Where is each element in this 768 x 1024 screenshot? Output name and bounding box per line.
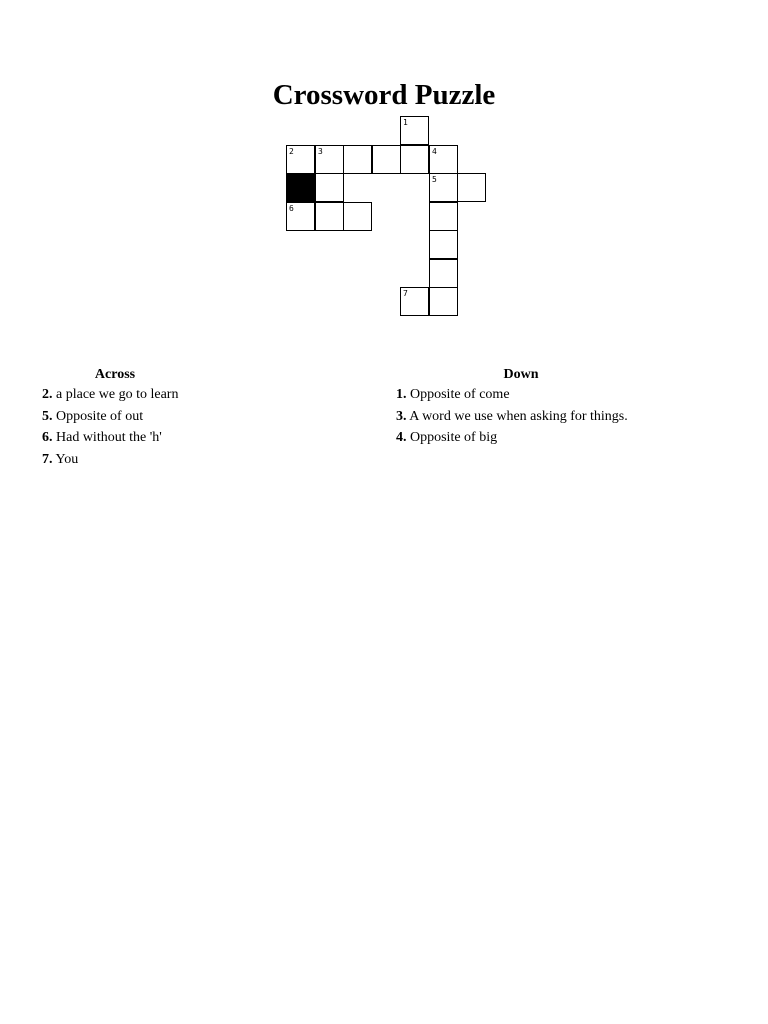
clue-number: 2.: [42, 387, 53, 402]
crossword-cell[interactable]: [457, 173, 486, 202]
page-title: Crossword Puzzle: [272, 79, 496, 112]
crossword-cell[interactable]: [429, 287, 458, 316]
clue-number: 4: [432, 147, 437, 156]
crossword-cell[interactable]: [400, 145, 429, 174]
clue-number: 6: [289, 204, 294, 213]
clue-number: 5.: [42, 408, 53, 424]
down-clues: [396, 366, 736, 449]
clue-text: Had without the 'h': [56, 430, 162, 445]
crossword-cell[interactable]: [372, 145, 401, 174]
clue-number: 7: [403, 289, 408, 298]
down-heading: Down: [503, 367, 539, 382]
across-clue: [42, 449, 342, 471]
crossword-cell[interactable]: [343, 202, 372, 231]
down-clue: [396, 384, 736, 406]
crossword-cell[interactable]: [429, 230, 458, 259]
crossword-cell[interactable]: [429, 259, 458, 288]
crossword-cell[interactable]: [343, 145, 372, 174]
crossword-cell[interactable]: [286, 145, 315, 174]
crossword-cell[interactable]: [400, 116, 429, 145]
clue-number: 2: [289, 147, 294, 156]
across-clue: [42, 406, 342, 428]
clue-text: A word we use when asking for things.: [409, 408, 628, 424]
clue-text: a place we go to learn: [56, 387, 179, 402]
crossword-cell[interactable]: [315, 145, 344, 174]
across-heading: Across: [94, 367, 136, 382]
down-clue-list: [396, 384, 736, 449]
clue-text: You: [55, 451, 79, 467]
crossword-cell[interactable]: [286, 202, 315, 231]
across-clue: [42, 427, 342, 449]
across-clues: [42, 366, 342, 470]
clue-number: 1.: [396, 387, 407, 402]
crossword-block-cell: [286, 173, 315, 202]
crossword-cell[interactable]: [429, 202, 458, 231]
clue-number: 7.: [42, 451, 53, 467]
down-clue: [396, 406, 736, 428]
clue-number: 6.: [42, 430, 53, 445]
clue-text: Opposite of big: [410, 430, 498, 445]
crossword-cell[interactable]: [315, 173, 344, 202]
across-clue-list: [42, 384, 342, 470]
clue-number: 1: [403, 118, 408, 127]
crossword-cell[interactable]: [429, 145, 458, 174]
clue-number: 3.: [396, 408, 407, 424]
crossword-cell[interactable]: [400, 287, 429, 316]
crossword-cell[interactable]: [429, 173, 458, 202]
crossword-cell[interactable]: [315, 202, 344, 231]
across-clue: [42, 384, 342, 406]
down-clue: [396, 427, 736, 449]
clue-text: Opposite of come: [410, 387, 510, 402]
clue-number: 3: [318, 147, 323, 156]
clue-number: 5: [432, 175, 437, 184]
clue-number: 4.: [396, 430, 407, 445]
crossword-grid: [0, 0, 768, 340]
clue-text: Opposite of out: [56, 408, 144, 424]
